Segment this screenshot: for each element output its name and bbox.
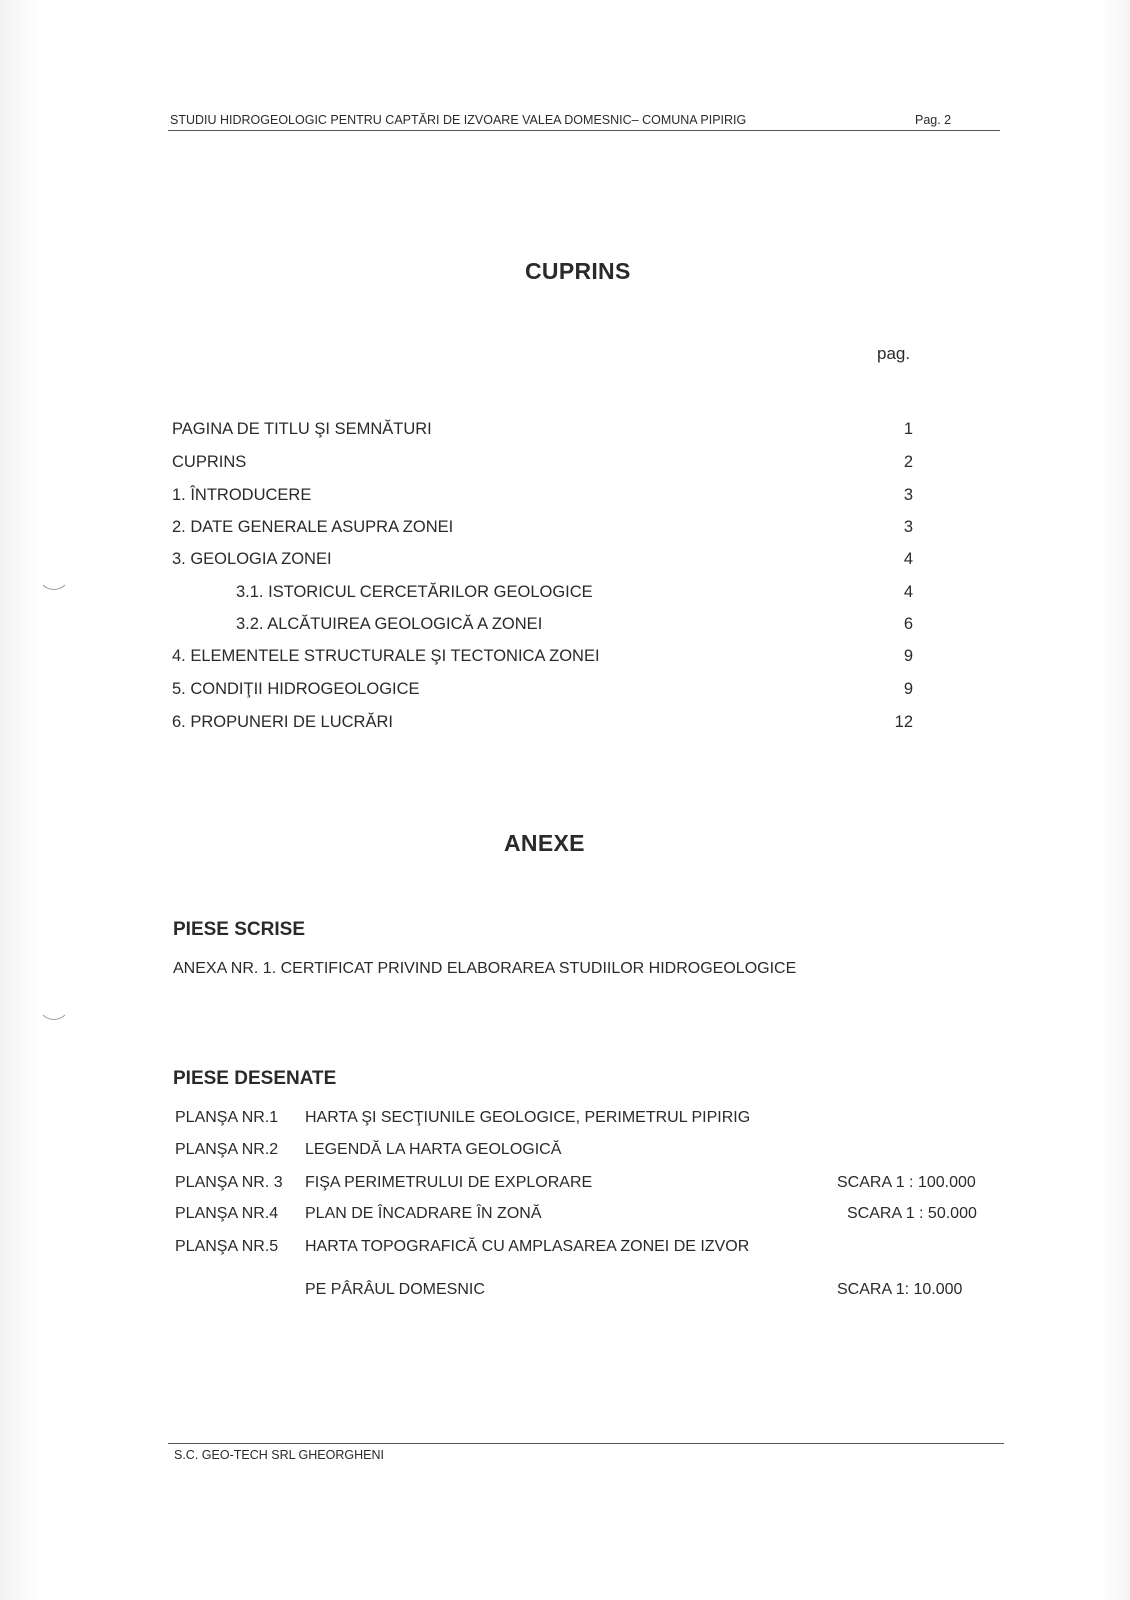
drawing-description: HARTA ŞI SECŢIUNILE GEOLOGICE, PERIMETRUL PIPIRIG bbox=[305, 1109, 751, 1126]
drawing-scale: SCARA 1 : 100.000 bbox=[837, 1174, 976, 1191]
toc-item-text: PAGINA DE TITLU ŞI SEMNĂTURI bbox=[172, 420, 432, 438]
toc-item-page: 6 bbox=[903, 615, 913, 633]
header-title: STUDIU HIDROGEOLOGIC PENTRU CAPTĂRI DE IZVOARE VALEA DOMESNIC– COMUNA PIPIRIG bbox=[170, 113, 747, 127]
toc-item-text: 2. DATE GENERALE ASUPRA ZONEI bbox=[172, 518, 454, 536]
drawing-description-continuation: PE PÂRÂUL DOMESNIC bbox=[305, 1281, 485, 1298]
header-page-number: Pag. 2 bbox=[915, 113, 952, 127]
toc-page-column-label: pag. bbox=[877, 344, 911, 363]
toc-item-text: 1. ÎNTRODUCERE bbox=[172, 486, 312, 504]
toc-item-text: 3. GEOLOGIA ZONEI bbox=[172, 550, 332, 568]
drawing-label: PLANŞA NR.5 bbox=[175, 1238, 279, 1255]
drawing-label: PLANŞA NR.1 bbox=[175, 1109, 279, 1126]
toc-item-page: 9 bbox=[903, 647, 913, 665]
toc-subitem-text: 3.2. ALCĂTUIREA GEOLOGICĂ A ZONEI bbox=[236, 615, 543, 633]
toc-item-page: 2 bbox=[903, 453, 913, 471]
binder-hole-mark bbox=[38, 548, 70, 590]
header-rule bbox=[168, 130, 1000, 131]
drawing-label: PLANŞA NR. 3 bbox=[175, 1174, 283, 1191]
drawing-scale: SCARA 1: 10.000 bbox=[837, 1281, 963, 1298]
toc-item-text: 6. PROPUNERI DE LUCRĂRI bbox=[172, 713, 393, 731]
toc-item-page: 3 bbox=[903, 518, 913, 536]
toc-item-page: 12 bbox=[894, 713, 913, 731]
toc-subitem-text: 3.1. ISTORICUL CERCETĂRILOR GEOLOGICE bbox=[236, 583, 593, 601]
drawing-description: PLAN DE ÎNCADRARE ÎN ZONĂ bbox=[305, 1205, 542, 1222]
annex-heading: ANEXE bbox=[504, 830, 585, 856]
drawing-label: PLANŞA NR.2 bbox=[175, 1141, 279, 1158]
footer-rule bbox=[168, 1443, 1004, 1444]
footer-company: S.C. GEO-TECH SRL GHEORGHENI bbox=[174, 1448, 384, 1462]
annex-item: ANEXA NR. 1. CERTIFICAT PRIVIND ELABORAREA STUDIILOR HIDROGEOLOGICE bbox=[173, 960, 797, 977]
drawing-description: LEGENDĂ LA HARTA GEOLOGICĂ bbox=[305, 1141, 562, 1158]
toc-item-text: CUPRINS bbox=[172, 453, 247, 471]
drawing-scale: SCARA 1 : 50.000 bbox=[847, 1205, 977, 1222]
drawing-label: PLANŞA NR.4 bbox=[175, 1205, 279, 1222]
toc-item-text: 5. CONDIŢII HIDROGEOLOGICE bbox=[172, 680, 420, 698]
toc-heading: CUPRINS bbox=[525, 258, 631, 284]
drawing-description: HARTA TOPOGRAFICĂ CU AMPLASAREA ZONEI DE IZVOR bbox=[305, 1238, 750, 1255]
toc-item-page: 1 bbox=[903, 420, 913, 438]
drawing-description: FIŞA PERIMETRULUI DE EXPLORARE bbox=[305, 1174, 593, 1191]
toc-item-text: 4. ELEMENTELE STRUCTURALE ŞI TECTONICA ZONEI bbox=[172, 647, 600, 665]
drawn-pieces-title: PIESE DESENATE bbox=[173, 1068, 337, 1089]
toc-item-page: 4 bbox=[903, 550, 913, 568]
toc-item-page: 9 bbox=[903, 680, 913, 698]
toc-item-page: 4 bbox=[903, 583, 913, 601]
toc-item-page: 3 bbox=[903, 486, 913, 504]
written-pieces-title: PIESE SCRISE bbox=[173, 919, 305, 940]
binder-hole-mark bbox=[38, 988, 70, 1020]
